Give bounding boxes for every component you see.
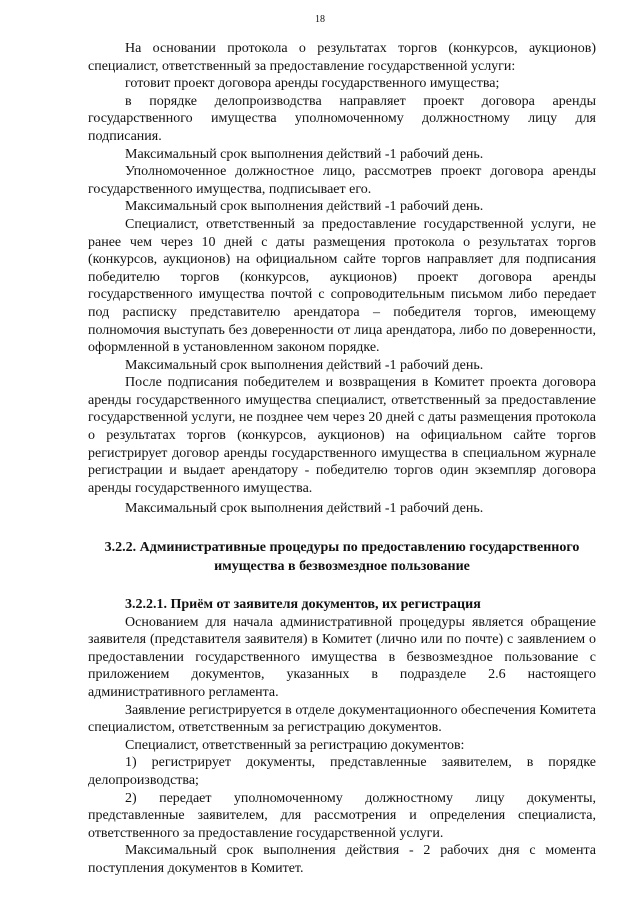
paragraph: Максимальный срок выполнения действий -1 рабочий день.: [125, 146, 484, 162]
paragraph: готовит проект договора аренды государственного имущества;: [125, 76, 500, 92]
paragraph: На основании протокола о результатах торгов (конкурсов, аукционов) специалист, ответственный за предоставление государственной услуги:: [88, 41, 596, 74]
paragraph: Специалист, ответственный за регистрацию документов:: [125, 737, 465, 753]
page-number: 18: [315, 14, 325, 25]
paragraph: в порядке делопроизводства направляет проект договора аренды государственного имущества уполномоченному должностному лицу для подписания.: [88, 93, 596, 144]
paragraph: После подписания победителем и возвращения в Комитет проекта договора аренды государственного имущества специалист, ответственный за предоставление государственной услуги, не позднее чем через 20 дней с даты размещения протокола о результатах торгов (конкурсов, аукционов) на официальном сайте торгов регистрирует договор аренды государственного имущества в специальном журнале регистрации и выдает арендатору - победителю торгов один экземпляр договора аренды государственного имущества.: [88, 375, 596, 496]
paragraph: Основанием для начала административной процедуры является обращение заявителя (представителя заявителя) в Комитет (лично или по почте) с заявлением о предоставлении государственного имущества в безвозмездное пользование с приложением документов, указанных в подразделе 2.6 настоящего административного регламента.: [88, 614, 596, 700]
paragraph: Заявление регистрируется в отделе документационного обеспечения Комитета специалистом, ответственным за регистрацию документов.: [88, 702, 596, 736]
paragraph: Максимальный срок выполнения действий -1 рабочий день.: [125, 199, 484, 215]
subsection-heading: 3.2.2.1. Приём от заявителя документов, их регистрация: [125, 597, 481, 613]
paragraph: Максимальный срок выполнения действия - 2 рабочих дня с момента поступления документов в Комитет.: [88, 843, 596, 876]
paragraph: 1) регистрирует документы, представленные заявителем, в порядке делопроизводства;: [88, 755, 596, 788]
paragraph: 2) передает уполномоченному должностному лицу документы, представленные заявителем, для рассмотрения и определения специалиста, ответственного за предоставление государственной услуги.: [88, 790, 596, 841]
document-body: [88, 40, 596, 878]
paragraph: Максимальный срок выполнения действий -1 рабочий день.: [125, 357, 484, 373]
paragraph: Уполномоченное должностное лицо, рассмотрев проект договора аренды государственного имущества, подписывает его.: [88, 164, 596, 197]
section-heading: 3.2.2. Административные процедуры по предоставлению государственного имущества в безвозмездное пользование: [104, 540, 580, 575]
paragraph: Максимальный срок выполнения действий -1 рабочий день.: [125, 501, 484, 517]
paragraph: Специалист, ответственный за предоставление государственной услуги, не ранее чем через 10 дней с даты размещения протокола о результатах торгов (конкурсов, аукционов) на официальном сайте торгов направляет для подписания победителю торгов (конкурсов, аукционов) проект договора аренды государственного имущества почтой с сопроводительным письмом либо передает под расписку представителю арендатора – победителя торгов, имеющему полномочия выступать без доверенности от лица арендатора, либо по доверенности, оформленной в установленном законом порядке.: [88, 216, 596, 356]
